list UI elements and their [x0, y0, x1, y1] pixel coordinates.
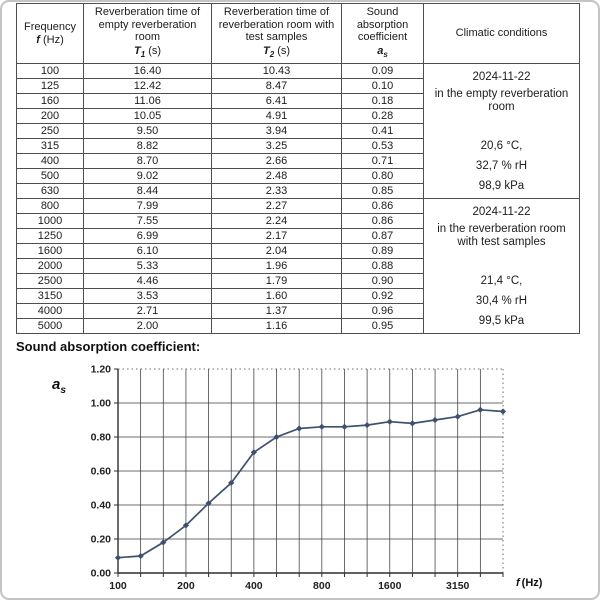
climatic-conditions-cell	[424, 199, 580, 334]
alpha-cell: 0.89	[342, 244, 424, 259]
measurement-table	[16, 3, 580, 334]
frequency-cell: 1250	[17, 229, 84, 244]
chart-data-point	[115, 555, 121, 561]
climatic-humidity: 32,7 % rH	[475, 160, 528, 173]
climatic-location: in the reverberation room with test samples	[437, 223, 566, 249]
header-t2-title: Reverberation time of reverberation room with test samples	[218, 6, 335, 43]
t1-cell: 11.06	[84, 94, 212, 109]
t1-cell: 9.02	[84, 169, 212, 184]
alpha-cell: 0.96	[342, 304, 424, 319]
t1-cell: 4.46	[84, 274, 212, 289]
t1-cell: 8.70	[84, 154, 212, 169]
t2-cell: 2.17	[212, 229, 342, 244]
t2-cell: 3.25	[212, 139, 342, 154]
header-alpha-symbol: $a_s$	[377, 44, 388, 59]
chart-data-point	[341, 424, 347, 430]
alpha-cell: 0.95	[342, 319, 424, 334]
header-t1-title: Reverberation time of empty reverberation room	[94, 6, 201, 43]
chart-canvas	[0, 356, 600, 600]
x-tick-label: 1600	[378, 580, 402, 592]
t1-cell: 6.10	[84, 244, 212, 259]
alpha-cell: 0.28	[342, 109, 424, 124]
frequency-cell: 4000	[17, 304, 84, 319]
t2-cell: 4.91	[212, 109, 342, 124]
x-tick-label: 200	[177, 580, 195, 592]
t1-cell: 9.50	[84, 124, 212, 139]
y-tick-label: 0.40	[90, 499, 111, 512]
climatic-location: in the empty reverberation room	[434, 88, 569, 114]
chart-grid	[118, 369, 503, 573]
alpha-cell: 0.86	[342, 199, 424, 214]
frequency-cell: 5000	[17, 319, 84, 334]
alpha-cell: 0.90	[342, 274, 424, 289]
x-tick-label: 100	[109, 580, 127, 592]
frequency-cell: 2000	[17, 259, 84, 274]
frequency-cell: 315	[17, 139, 84, 154]
chart-data-point	[500, 408, 506, 414]
frequency-cell: 400	[17, 154, 84, 169]
frequency-cell: 1600	[17, 244, 84, 259]
t1-cell: 16.40	[84, 64, 212, 79]
t1-cell: 5.33	[84, 259, 212, 274]
table-row	[17, 199, 580, 214]
section-heading: Sound absorption coefficient:	[16, 339, 201, 354]
frequency-cell: 160	[17, 94, 84, 109]
header-alpha	[342, 4, 424, 64]
chart-data-point	[296, 425, 302, 431]
alpha-cell: 0.41	[342, 124, 424, 139]
alpha-cell: 0.10	[342, 79, 424, 94]
frequency-cell: 2500	[17, 274, 84, 289]
alpha-cell: 0.85	[342, 184, 424, 199]
header-frequency-title: Frequency	[24, 20, 76, 33]
t1-cell: 12.42	[84, 79, 212, 94]
t2-cell: 1.37	[212, 304, 342, 319]
chart-data-point	[477, 407, 483, 413]
climatic-conditions-cell	[424, 64, 580, 199]
chart-x-axis-label: f (Hz)	[516, 577, 543, 589]
t1-cell: 10.05	[84, 109, 212, 124]
header-frequency	[17, 4, 84, 64]
t1-cell: 6.99	[84, 229, 212, 244]
climatic-date: 2024-11-22	[472, 71, 531, 84]
frequency-cell: 500	[17, 169, 84, 184]
frequency-cell: 1000	[17, 214, 84, 229]
alpha-cell: 0.09	[342, 64, 424, 79]
t2-cell: 2.27	[212, 199, 342, 214]
header-climatic-title: Climatic conditions	[455, 27, 548, 40]
y-tick-label: 0.00	[90, 567, 111, 580]
t1-cell: 2.00	[84, 319, 212, 334]
y-tick-label: 1.20	[90, 363, 111, 376]
t1-cell: 8.82	[84, 139, 212, 154]
chart-axes	[114, 369, 503, 577]
y-tick-label: 0.20	[90, 533, 111, 546]
t2-cell: 2.66	[212, 154, 342, 169]
header-t1-symbol: $T_1$ (s)	[133, 44, 162, 59]
t2-cell: 3.94	[212, 124, 342, 139]
climatic-humidity: 30,4 % rH	[475, 295, 528, 308]
climatic-pressure: 98,9 kPa	[478, 180, 525, 193]
t2-cell: 1.60	[212, 289, 342, 304]
chart-data-point	[409, 420, 415, 426]
frequency-cell: 3150	[17, 289, 84, 304]
alpha-cell: 0.88	[342, 259, 424, 274]
header-frequency-symbol: f (Hz)	[36, 34, 64, 47]
alpha-cell: 0.86	[342, 214, 424, 229]
t1-cell: 3.53	[84, 289, 212, 304]
t1-cell: 7.55	[84, 214, 212, 229]
chart-y-axis-label: $a_s$	[52, 376, 66, 396]
table-body	[17, 64, 580, 334]
frequency-cell: 630	[17, 184, 84, 199]
table-row	[17, 64, 580, 79]
t1-cell: 2.71	[84, 304, 212, 319]
x-tick-label: 400	[245, 580, 263, 592]
chart-data-point	[455, 414, 461, 420]
t2-cell: 2.24	[212, 214, 342, 229]
header-climatic	[424, 4, 580, 64]
header-t2-symbol: $T_2$ (s)	[262, 44, 291, 59]
alpha-cell: 0.92	[342, 289, 424, 304]
t2-cell: 1.96	[212, 259, 342, 274]
x-tick-label: 3150	[446, 580, 470, 592]
header-alpha-title: Sound absorption coefficient	[356, 6, 409, 43]
alpha-cell: 0.18	[342, 94, 424, 109]
alpha-cell: 0.80	[342, 169, 424, 184]
alpha-cell: 0.87	[342, 229, 424, 244]
t2-cell: 10.43	[212, 64, 342, 79]
header-t2	[212, 4, 342, 64]
t2-cell: 1.79	[212, 274, 342, 289]
t2-cell: 8.47	[212, 79, 342, 94]
t1-cell: 8.44	[84, 184, 212, 199]
frequency-cell: 800	[17, 199, 84, 214]
climatic-temperature: 20,6 °C,	[480, 140, 523, 153]
t2-cell: 1.16	[212, 319, 342, 334]
y-tick-label: 0.80	[90, 431, 111, 444]
chart-data-point	[319, 424, 325, 430]
alpha-cell: 0.71	[342, 154, 424, 169]
alpha-cell: 0.53	[342, 139, 424, 154]
frequency-cell: 125	[17, 79, 84, 94]
t2-cell: 6.41	[212, 94, 342, 109]
t2-cell: 2.33	[212, 184, 342, 199]
t2-cell: 2.04	[212, 244, 342, 259]
climatic-pressure: 99,5 kPa	[478, 315, 525, 328]
climatic-temperature: 21,4 °C,	[480, 275, 523, 288]
chart-data-line	[118, 410, 503, 558]
header-t1	[84, 4, 212, 64]
absorption-chart	[0, 356, 600, 600]
table-header-row	[17, 4, 580, 64]
chart-data-point	[364, 422, 370, 428]
y-tick-label: 0.60	[90, 465, 111, 478]
t2-cell: 2.48	[212, 169, 342, 184]
frequency-cell: 100	[17, 64, 84, 79]
chart-data-point	[387, 419, 393, 425]
frequency-cell: 200	[17, 109, 84, 124]
chart-data-series	[115, 407, 506, 561]
y-tick-label: 1.00	[90, 397, 111, 410]
chart-data-point	[432, 417, 438, 423]
frequency-cell: 250	[17, 124, 84, 139]
climatic-date: 2024-11-22	[472, 206, 531, 219]
t1-cell: 7.99	[84, 199, 212, 214]
x-tick-label: 800	[313, 580, 331, 592]
